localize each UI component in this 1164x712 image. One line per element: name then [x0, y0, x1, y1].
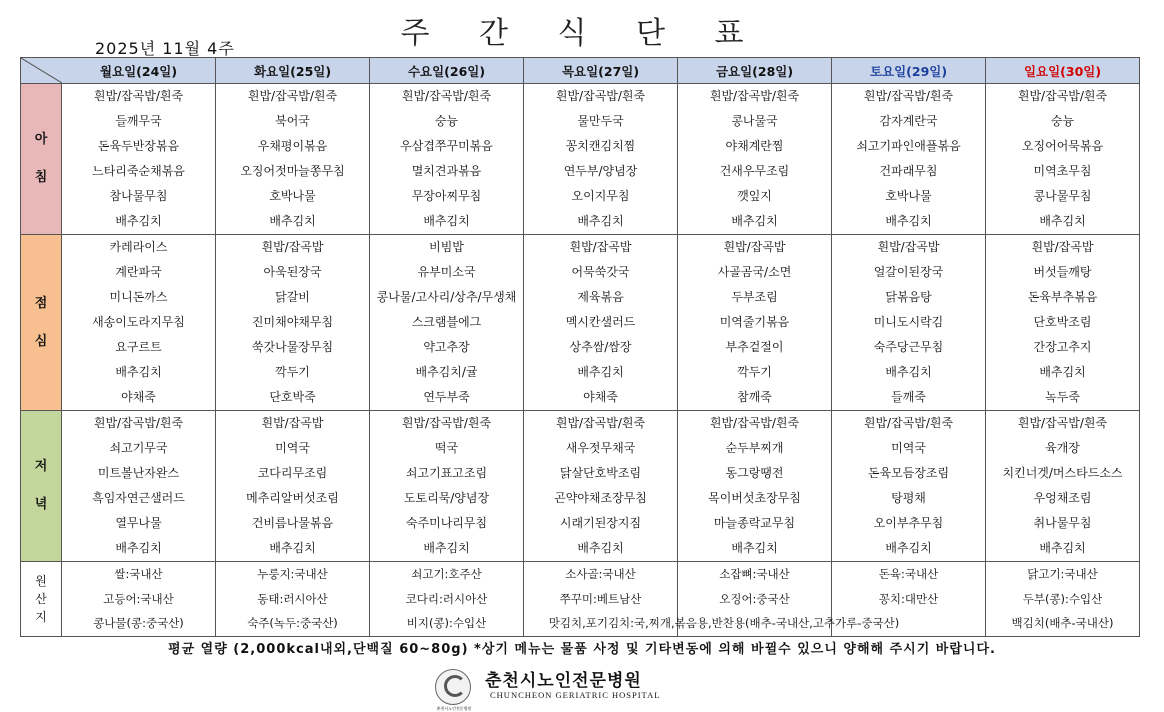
day-header-wed: 수요일(26일) — [370, 58, 524, 84]
menu-item: 배추김치 — [885, 214, 932, 228]
origin-item: 꽁치:대만산 — [878, 591, 939, 606]
menu-item: 콩나물국 — [731, 114, 778, 128]
menu-item: 콩나물/고사리/상추/무생채 — [376, 290, 517, 304]
dinner-cell — [524, 411, 678, 562]
origin-cell — [62, 562, 216, 637]
diagonal-line-icon — [21, 58, 62, 83]
menu-item: 배추김치 — [423, 214, 470, 228]
menu-item: 취나물무침 — [1033, 516, 1092, 530]
origin-item: 쭈꾸미:베트남산 — [559, 591, 642, 606]
origin-item: 숙주(녹두:중국산) — [247, 616, 338, 630]
menu-item: 흰밥/잡곡밥/흰죽 — [93, 416, 184, 430]
menu-item: 부추겉절이 — [725, 340, 784, 354]
menu-item: 연두부/양념장 — [563, 164, 638, 178]
menu-item: 제육볶음 — [577, 290, 624, 304]
menu-item: 배추김치 — [731, 541, 778, 555]
menu-item: 약고추장 — [423, 340, 470, 354]
menu-item: 닭갈비 — [275, 290, 310, 304]
header-row — [21, 58, 1140, 84]
menu-item: 깍두기 — [737, 365, 772, 379]
menu-item: 흰밥/잡곡밥/흰죽 — [93, 89, 184, 103]
menu-item: 흰밥/잡곡밥/흰죽 — [709, 416, 800, 430]
day-header-mon: 월요일(24일) — [62, 58, 216, 84]
menu-item: 흰밥/잡곡밥/흰죽 — [709, 89, 800, 103]
menu-item: 멸치견과볶음 — [411, 164, 482, 178]
menu-item: 순두부찌개 — [725, 441, 784, 455]
origin-item: 쌀:국내산 — [114, 567, 163, 581]
dinner-cell — [62, 411, 216, 562]
menu-item: 미역초무침 — [1033, 164, 1092, 178]
menu-item: 배추김치 — [577, 365, 624, 379]
menu-item: 배추김치/귤 — [415, 365, 478, 379]
menu-item: 야채죽 — [583, 390, 618, 404]
hospital-footer — [435, 666, 735, 711]
menu-item: 시래기된장지짐 — [559, 516, 642, 530]
menu-item: 배추김치 — [115, 541, 162, 555]
menu-item: 도토리묵/양념장 — [403, 491, 490, 505]
menu-item: 배추김치 — [269, 541, 316, 555]
menu-item: 배추김치 — [731, 214, 778, 228]
menu-item: 멕시칸샐러드 — [565, 315, 636, 329]
menu-item: 배추김치 — [115, 365, 162, 379]
menu-item: 돈육두반장볶음 — [97, 139, 180, 153]
menu-item: 흰밥/잡곡밥 — [261, 240, 324, 254]
menu-item: 건비름나물볶음 — [251, 516, 334, 530]
menu-item: 치킨너겟/머스타드소스 — [1002, 466, 1123, 480]
menu-item: 깻잎지 — [737, 189, 772, 203]
breakfast-cell — [986, 84, 1140, 235]
menu-item: 배추김치 — [885, 541, 932, 555]
menu-item: 쑥갓나물장무침 — [251, 340, 334, 354]
origin-row — [21, 562, 1140, 637]
menu-item: 들깨죽 — [891, 390, 926, 404]
breakfast-cell — [678, 84, 832, 235]
menu-item: 돈육부추볶음 — [1027, 290, 1098, 304]
origin-item: 코다리:러시아산 — [405, 591, 488, 606]
menu-item: 쇠고기무국 — [109, 441, 168, 455]
footnote: 평균 열량 (2,000kcal내외,단백질 60~80g) *상기 메뉴는 물품 사정 및 기타변동에 의해 바뀔수 있으니 양해해 주시기 바랍니다. — [168, 642, 996, 657]
menu-item: 코다리무조림 — [257, 466, 328, 480]
origin-item: 누룽지:국내산 — [257, 567, 328, 581]
menu-item: 배추김치 — [423, 541, 470, 555]
menu-item: 배추김치 — [1039, 214, 1086, 228]
menu-item: 미니돈까스 — [109, 290, 168, 304]
dinner-row — [21, 411, 1140, 562]
menu-item: 곤약야채조장무침 — [554, 491, 647, 505]
meal-label-lunch: 점 심 — [21, 235, 62, 411]
menu-item: 흰밥/잡곡밥 — [569, 240, 632, 254]
menu-item: 흰밥/잡곡밥 — [1031, 240, 1094, 254]
menu-item: 어묵쑥갓국 — [571, 265, 630, 279]
menu-item: 흰밥/잡곡밥 — [723, 240, 786, 254]
menu-item: 육개장 — [1045, 441, 1080, 455]
menu-item: 배추김치 — [115, 214, 162, 228]
menu-item: 콩나물무침 — [1033, 189, 1092, 203]
breakfast-cell — [524, 84, 678, 235]
lunch-cell — [524, 235, 678, 411]
menu-item: 흰밥/잡곡밥/흰죽 — [1017, 416, 1108, 430]
menu-item: 닭볶음탕 — [885, 290, 932, 304]
menu-item: 참깨죽 — [737, 390, 772, 404]
menu-item: 연두부죽 — [423, 390, 470, 404]
menu-item: 숙주당근무침 — [873, 340, 944, 354]
menu-item: 닭살단호박조림 — [559, 466, 642, 480]
menu-item: 사골곰국/소면 — [717, 265, 792, 279]
menu-item: 물만두국 — [577, 114, 624, 128]
dinner-cell — [832, 411, 986, 562]
menu-item: 우채평이볶음 — [257, 139, 328, 153]
menu-item: 흰밥/잡곡밥/흰죽 — [863, 416, 954, 430]
menu-item: 꽁치캔김치찜 — [565, 139, 636, 153]
breakfast-cell — [216, 84, 370, 235]
menu-item: 두부조림 — [731, 290, 778, 304]
menu-item: 흰밥/잡곡밥/흰죽 — [1017, 89, 1108, 103]
menu-item: 쇠고기파인애플볶음 — [856, 139, 961, 153]
menu-item: 미역줄기볶음 — [719, 315, 790, 329]
menu-item: 카레라이스 — [109, 240, 168, 254]
menu-item: 무장아찌무침 — [411, 189, 482, 203]
menu-item: 돈육모듬장조림 — [867, 466, 950, 480]
breakfast-row — [21, 84, 1140, 235]
menu-item: 아욱된장국 — [263, 265, 322, 279]
menu-item: 배추김치 — [1039, 365, 1086, 379]
menu-item: 흰밥/잡곡밥/흰죽 — [555, 416, 646, 430]
week-label: 2025년 11월 4주 — [95, 39, 235, 58]
menu-item: 쇠고기표고조림 — [405, 466, 488, 480]
dinner-cell — [216, 411, 370, 562]
menu-item: 마늘종락교무침 — [713, 516, 796, 530]
day-header-sun: 일요일(30일) — [986, 58, 1140, 84]
menu-item: 흰밥/잡곡밥/흰죽 — [863, 89, 954, 103]
hospital-name-ko: 춘천시노인전문병원 — [485, 671, 642, 691]
menu-item: 느타리죽순채볶음 — [92, 164, 185, 178]
hospital-name-en: CHUNCHEON GERIATRIC HOSPITAL — [490, 690, 661, 700]
menu-item: 흰밥/잡곡밥/흰죽 — [555, 89, 646, 103]
dinner-cell — [678, 411, 832, 562]
origin-item: 고등어:국내산 — [103, 591, 174, 606]
menu-item: 목이버섯초장무침 — [708, 491, 801, 505]
menu-item: 배추김치 — [269, 214, 316, 228]
menu-item: 호박나물 — [269, 189, 316, 203]
day-header-sat: 토요일(29일) — [832, 58, 986, 84]
origin-item: 백김치(배추-국내산) — [1011, 616, 1114, 630]
menu-item: 오이지무침 — [571, 189, 630, 203]
menu-item: 흰밥/잡곡밥/흰죽 — [247, 89, 338, 103]
corner-cell — [21, 58, 62, 84]
menu-item: 야채계란찜 — [725, 139, 784, 153]
menu-item: 요구르트 — [115, 340, 162, 354]
origin-item: 소사골:국내산 — [565, 567, 636, 581]
day-header-tue: 화요일(25일) — [216, 58, 370, 84]
meal-label-breakfast: 아 침 — [21, 84, 62, 235]
origin-item: 두부(콩):수입산 — [1022, 591, 1103, 606]
menu-item: 건파래무침 — [879, 164, 938, 178]
menu-item: 미트볼난자완스 — [97, 466, 180, 480]
menu-item: 숭늉 — [1050, 114, 1075, 128]
menu-item: 미역국 — [275, 441, 310, 455]
menu-item: 버섯들깨탕 — [1033, 265, 1092, 279]
menu-item: 떡국 — [434, 441, 459, 455]
lunch-cell — [216, 235, 370, 411]
breakfast-cell — [62, 84, 216, 235]
origin-item: 닭고기:국내산 — [1027, 567, 1098, 581]
origin-item: 콩나물(콩:중국산) — [93, 616, 184, 630]
meal-label-dinner: 저 녁 — [21, 411, 62, 562]
menu-item: 건새우무조림 — [719, 164, 790, 178]
menu-item: 들깨무국 — [115, 114, 162, 128]
page-title: 주 간 식 단 표 — [400, 16, 764, 51]
menu-item: 미역국 — [891, 441, 926, 455]
origin-item: 동태:러시아산 — [257, 591, 328, 606]
menu-item: 유부미소국 — [417, 265, 476, 279]
menu-item: 우엉채조림 — [1033, 491, 1092, 505]
menu-item: 비빔밥 — [429, 240, 464, 254]
menu-item: 흰밥/잡곡밥/흰죽 — [401, 416, 492, 430]
menu-item: 스크램블에그 — [411, 315, 482, 329]
logo-small-text: 춘천시노인전문병원 — [436, 706, 472, 711]
dinner-cell — [370, 411, 524, 562]
day-header-thu: 목요일(27일) — [524, 58, 678, 84]
lunch-row — [21, 235, 1140, 411]
menu-item: 감자계란국 — [879, 114, 938, 128]
origin-item: 쇠고기:호주산 — [411, 567, 482, 581]
menu-item: 계란파국 — [115, 265, 162, 279]
menu-item: 동그랑땡전 — [725, 466, 784, 480]
menu-item: 단호박조림 — [1033, 315, 1092, 329]
menu-item: 흑임자연근샐러드 — [92, 491, 185, 505]
menu-item: 깍두기 — [275, 365, 310, 379]
breakfast-cell — [370, 84, 524, 235]
menu-item: 오이부추무침 — [873, 516, 944, 530]
menu-item: 북어국 — [275, 114, 310, 128]
menu-item: 배추김치 — [577, 214, 624, 228]
lunch-cell — [986, 235, 1140, 411]
lunch-cell — [370, 235, 524, 411]
menu-item: 야채죽 — [121, 390, 156, 404]
menu-item: 미니도시락김 — [873, 315, 944, 329]
menu-item: 오징어어묵볶음 — [1021, 139, 1104, 153]
day-header-fri: 금요일(28일) — [678, 58, 832, 84]
menu-item: 배추김치 — [885, 365, 932, 379]
menu-item: 배추김치 — [1039, 541, 1086, 555]
lunch-cell — [678, 235, 832, 411]
lunch-cell — [832, 235, 986, 411]
lunch-cell — [62, 235, 216, 411]
menu-item: 흰밥/잡곡밥 — [261, 416, 324, 430]
origin-item: 소잡뼈:국내산 — [719, 567, 790, 581]
hospital-logo-icon — [435, 669, 472, 711]
origin-item: 오징어:중국산 — [719, 591, 790, 606]
menu-item: 오징어젓마늘쫑무침 — [240, 164, 345, 178]
menu-item: 녹두죽 — [1045, 390, 1080, 404]
origin-label: 원 산 지 — [21, 562, 62, 637]
menu-item: 탕평채 — [891, 491, 926, 505]
menu-item: 얼갈이된장국 — [873, 265, 944, 279]
menu-item: 숙주미나리무침 — [405, 516, 488, 530]
menu-item: 새우젓무채국 — [565, 441, 636, 455]
menu-item: 간장고추지 — [1033, 340, 1092, 354]
menu-item: 참나물무침 — [109, 189, 168, 203]
menu-item: 호박나물 — [885, 189, 932, 203]
menu-item: 흰밥/잡곡밥 — [877, 240, 940, 254]
menu-item: 흰밥/잡곡밥/흰죽 — [401, 89, 492, 103]
origin-cell — [216, 562, 370, 637]
menu-item: 배추김치 — [577, 541, 624, 555]
menu-item: 상추쌈/쌈장 — [569, 340, 632, 354]
origin-item: 비지(콩):수입산 — [406, 616, 487, 630]
menu-item: 메추리알버섯조림 — [246, 491, 339, 505]
menu-item: 열무나물 — [115, 516, 162, 530]
breakfast-cell — [832, 84, 986, 235]
menu-item: 진미채야채무침 — [251, 315, 334, 329]
origin-cell — [986, 562, 1140, 637]
origin-item: 맛김치,포기김치:국,찌개,볶음용,반찬용(배추-국내산,고추가루-중국산) — [548, 616, 900, 630]
menu-table — [20, 57, 1140, 637]
menu-item: 우삼겹쭈꾸미볶음 — [400, 139, 493, 153]
menu-item: 숭늉 — [434, 114, 459, 128]
menu-item: 새송이도라지무침 — [92, 315, 185, 329]
dinner-cell — [986, 411, 1140, 562]
origin-item: 돈육:국내산 — [878, 567, 939, 581]
menu-item: 단호박죽 — [269, 390, 316, 404]
